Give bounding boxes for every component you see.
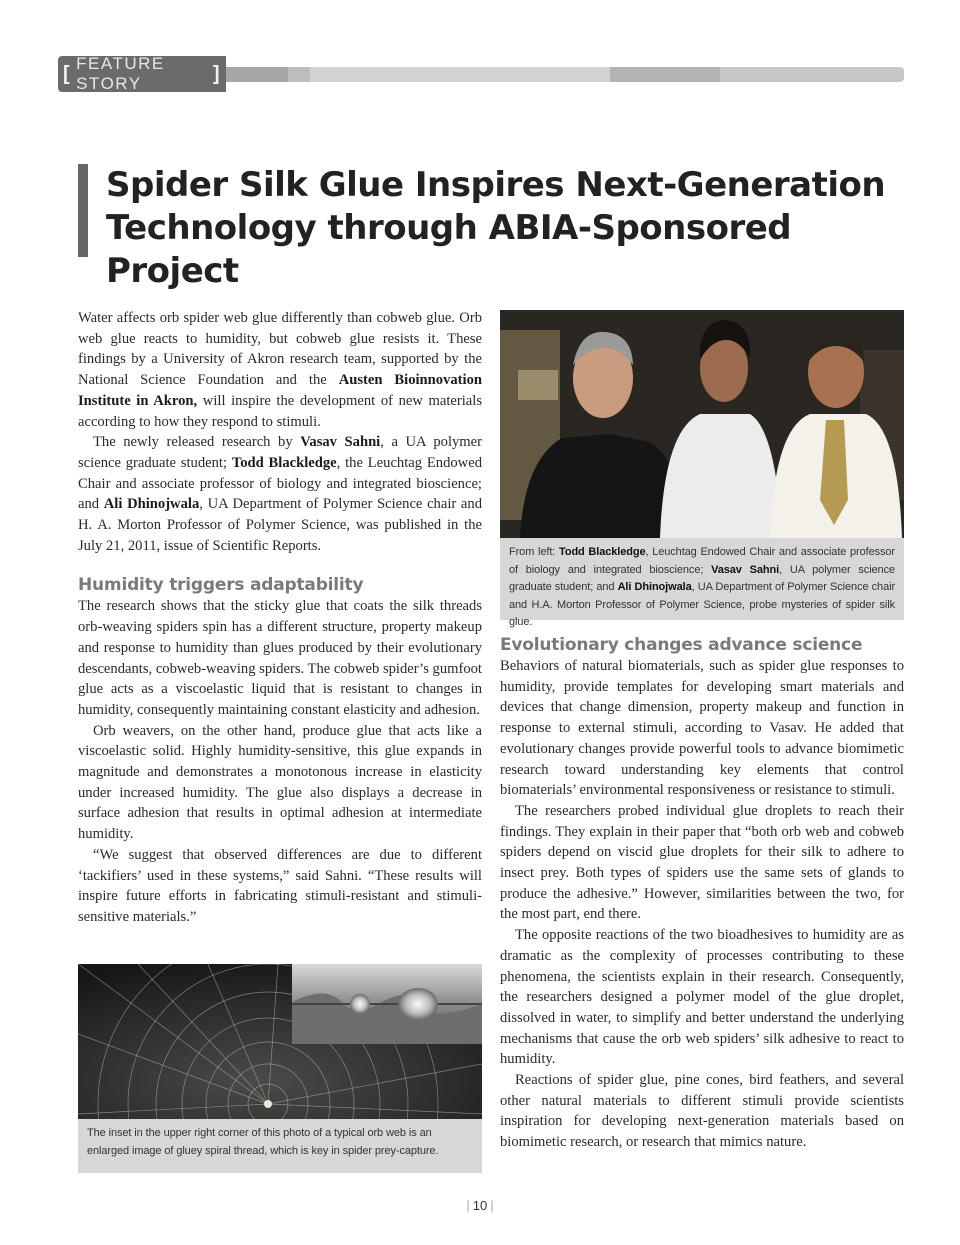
text-run: , UA polymer science graduate student; and: [509, 563, 895, 593]
bold-name: Ali Dhinojwala: [103, 496, 200, 513]
text-run: , Leuchtag Endowed Chair and associate professor of biology and integrated bioscience;: [509, 546, 895, 576]
bold-name: Todd Blackledge: [231, 454, 337, 471]
text-run: will inspire the development of new materials according to how they respond to stimuli.: [78, 392, 482, 430]
subheading: Evolutionary changes advance science: [500, 635, 863, 655]
glue-thread-inset: [292, 964, 482, 1044]
pipe-right: |: [490, 1198, 494, 1213]
bold-name: Todd Blackledge: [559, 546, 646, 558]
header-bar-segment: [610, 67, 720, 82]
bracket-open: [: [63, 62, 72, 85]
bold-name: Austen Bioinnovation Institute in Akron,: [78, 372, 482, 409]
title-rule: [78, 164, 88, 257]
paragraph: The researchers probed individual glue droplets to reach their findings. They explain in their paper that “both orb web and cobweb spiders depend on viscid glue droplets for their silk to adhere to insect prey. Both types of spiders use the same sets of glands to produce the adhesive.” However, similarities between the two, for the most part, end there.: [500, 802, 904, 923]
subheading: Humidity triggers adaptability: [78, 575, 364, 596]
text-run: , the Leuchtag Endowed Chair and associate professor of biology and integrated bioscience; and: [78, 454, 482, 513]
orb-web-photo: [78, 964, 482, 1119]
bold-name: Vasav Sahni: [711, 563, 780, 576]
section-tag: [58, 56, 226, 92]
bracket-close: ]: [212, 62, 221, 85]
figure-researchers: [500, 310, 904, 628]
paragraph: [78, 432, 482, 556]
paragraph: “We suggest that observed differences are due to different ‘tackifiers’ used in these systems,” said Sahni. “These results will inspire future efforts in fabricating stimuli-resistant and stimuli-sensitive materials.”: [78, 846, 482, 925]
text-run: , UA Department of Polymer Science chair and H. A. Morton Professor of Polymer Science, was published in the July 21, 2011, issue of Scientific Reports.: [78, 496, 482, 554]
text-run: Water affects orb spider web glue differently than cobweb glue. Orb web glue reacts to humidity, but cobweb glue resists it. These findings by a University of Akron research team, supported by the National Science Foundation and the: [78, 310, 482, 389]
bold-name: Ali Dhinojwala: [617, 581, 692, 593]
figure-orb-web: [78, 964, 482, 1173]
page-number: [0, 1198, 960, 1213]
section-tag-label: FEATURE STORY: [76, 54, 165, 93]
paragraph: The opposite reactions of the two bioadhesives to humidity are as dramatic as the complexity of processes contributing to these phenomena, the scientists explain in their research. Consequently, the researchers designed a polymer model of the glue droplet, dissolved in water, to simplify and better understand the underlying mechanisms that cause the orb web spiders’ silk adhesive to react to humidity.: [500, 927, 904, 1068]
text-run: The newly released research by: [93, 434, 301, 451]
paragraph: Reactions of spider glue, pine cones, bird feathers, and several other natural materials to different stimuli provide scientists inspiration for developing next-generation materials based on biomimetic research, or research that mimics nature.: [500, 1072, 904, 1151]
page-number-value: 10: [472, 1198, 488, 1213]
figure-caption: The inset in the upper right corner of this photo of a typical orb web is an enlarged image of gluey spiral thread, which is key in spider prey-capture.: [87, 1127, 439, 1157]
left-column: [78, 308, 482, 928]
header-bar-segment: [720, 67, 904, 82]
paragraph: [78, 308, 482, 432]
header-bar-segment: [288, 67, 310, 82]
paragraph: The research shows that the sticky glue that coats the silk threads orb-weaving spiders spin has a different structure, property makeup and response to humidity than glues produced by their evolutionary descendants, cobweb-weaving spiders. The cobweb spider’s gumfoot glue acts as a viscoelastic liquid that is resistant to changes in humidity, consequently maintaining constant elasticity and adhesion.: [78, 598, 482, 718]
right-column: [500, 310, 904, 1153]
researchers-photo: [500, 310, 904, 538]
paragraph: Behaviors of natural biomaterials, such as spider glue responses to humidity, provide templates for developing smart materials and devices that change dimension, property makeup and function in response to external stimuli, according to Vasav. He added that evolutionary changes provide powerful tools to advance biomimetic research toward understanding key elements that control biomaterials’ environmental responsiveness or resistance to stimuli.: [500, 658, 904, 799]
text-run: , a UA polymer science graduate student;: [78, 434, 482, 471]
header-bar-segment: [226, 67, 288, 82]
text-run: , UA Department of Polymer Science chair and H.A. Morton Professor of Polymer Science, probe mysteries of spider silk glue.: [509, 581, 896, 628]
text-run: From left:: [509, 546, 560, 558]
pipe-left: |: [466, 1198, 470, 1213]
header-bar-segment: [310, 67, 610, 82]
paragraph: Orb weavers, on the other hand, produce glue that acts like a viscoelastic solid. Highly humidity-sensitive, this glue expands in magnitude and demonstrates a monotonous increase in elasticity under increased humidity. The glue also displays a decrease in surface adhesion that results in optimal adhesion at intermediate humidity.: [78, 722, 482, 843]
bold-name: Vasav Sahni: [300, 434, 381, 451]
article-title: Spider Silk Glue Inspires Next-Generation Technology through ABIA-Sponsored Project: [106, 165, 886, 291]
figure-caption: [500, 538, 904, 636]
